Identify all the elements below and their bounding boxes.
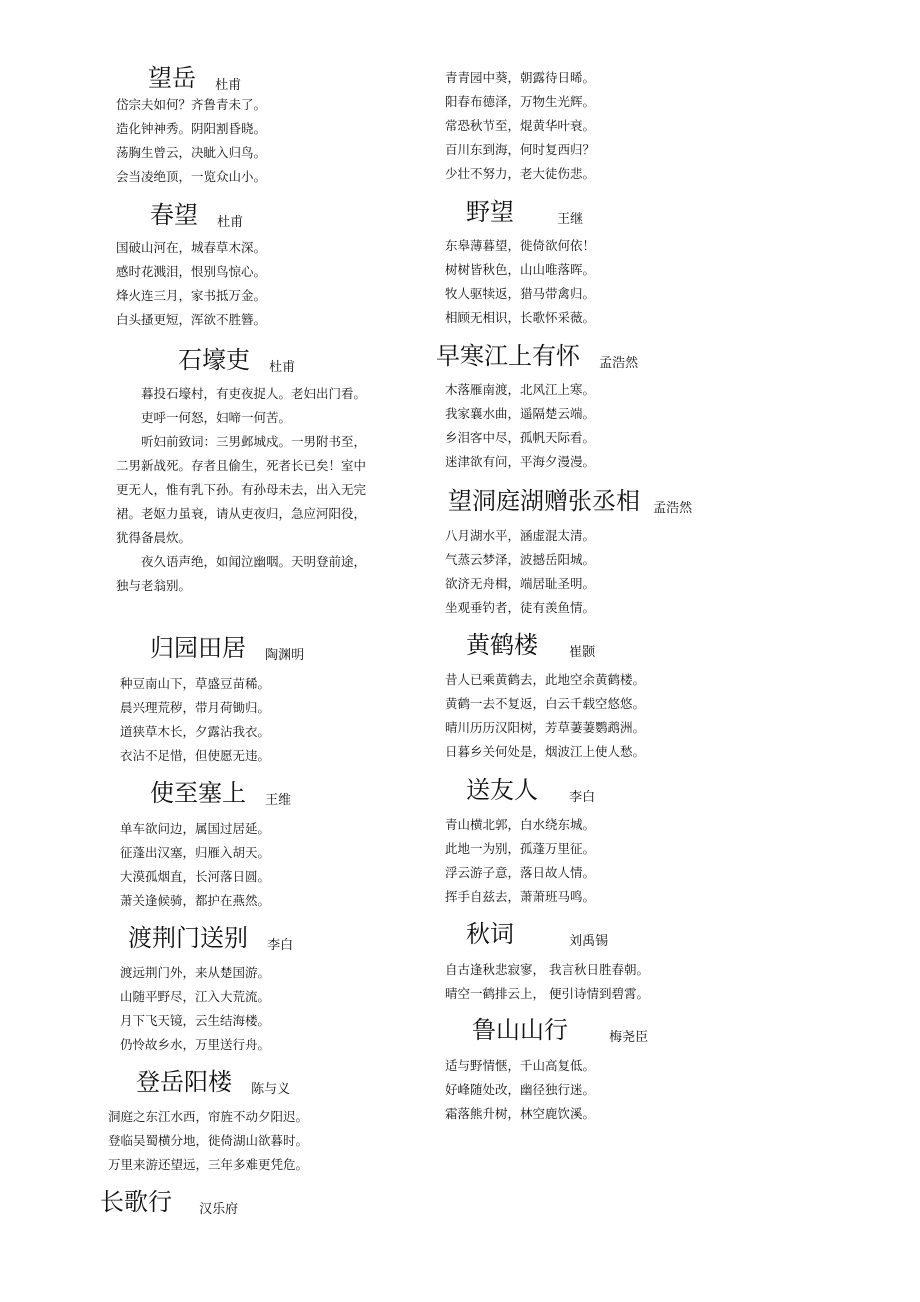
poem-author: 王继 <box>557 212 584 227</box>
poem-line: 月下飞天镜，云生结海楼。 <box>120 1013 271 1028</box>
poem-paragraphs <box>116 382 376 598</box>
poem-line: 道狭草木长，夕露沾我衣。 <box>120 724 271 739</box>
poem-line: 荡胸生曾云，决眦入归鸟。 <box>116 145 267 160</box>
poem-title: 早寒江上有怀 <box>436 342 580 370</box>
poem-lines <box>445 66 595 186</box>
poem-author: 崔颢 <box>569 645 596 660</box>
poem-line: 乡泪客中尽，孤帆天际看。 <box>445 430 596 445</box>
poem-line: 仍怜故乡水，万里送行舟。 <box>120 1037 271 1052</box>
poem-line: 牧人驱犊返，猎马带禽归。 <box>445 286 596 301</box>
poem-line: 造化钟神秀。阴阳割昏晓。 <box>116 121 267 136</box>
poem-title: 归园田居 <box>150 634 246 662</box>
poem-author: 李白 <box>569 790 596 805</box>
poem-line: 登临吴蜀横分地，徙倚湖山欲暮时。 <box>108 1133 309 1148</box>
poem-lines <box>116 93 266 189</box>
poem-line: 国破山河在，城春草木深。 <box>116 240 267 255</box>
poem-paragraph: 暮投石壕村，有吏夜捉人。老妇出门看。 <box>141 386 367 401</box>
poem-author: 孟浩然 <box>599 356 639 371</box>
poem-line: 昔人已乘黄鹤去，此地空余黄鹤楼。 <box>445 672 646 687</box>
poem-lines <box>445 234 595 330</box>
poem-line: 单车欲问边，属国过居延。 <box>120 821 271 836</box>
poem-line: 霜落熊升树，林空鹿饮溪。 <box>445 1106 596 1121</box>
poem-title-row <box>150 775 291 811</box>
poem-title-row <box>466 916 608 952</box>
poem-line: 山随平野尽，江入大荒流。 <box>120 989 271 1004</box>
poem-line: 岱宗夫如何？齐鲁青未了。 <box>116 97 267 112</box>
poem-line: 欲济无舟楫，端居耻圣明。 <box>445 576 596 591</box>
poem-title-row <box>466 627 595 663</box>
poem-title: 野望 <box>466 198 514 226</box>
poem-title-row <box>436 338 638 374</box>
poem-lines <box>120 961 270 1057</box>
poem-author: 杜甫 <box>217 215 244 230</box>
poem-line: 适与野情惬，千山高复低。 <box>445 1058 596 1073</box>
poem-line: 万里来游还望远，三年多难更凭危。 <box>108 1157 309 1172</box>
poem-title: 长歌行 <box>100 1188 172 1216</box>
poem-line: 萧关逢候骑，都护在燕然。 <box>120 893 271 908</box>
poem-title: 鲁山山行 <box>472 1016 568 1044</box>
poem-title: 石壕吏 <box>178 346 250 374</box>
poem-line: 感时花溅泪，恨别鸟惊心。 <box>116 264 267 279</box>
poem-title: 黄鹤楼 <box>466 631 538 659</box>
poem-title-row <box>128 920 293 956</box>
poem-line: 八月湖水平，涵虚混太清。 <box>445 528 596 543</box>
poem-paragraph: 吏呼一何怒，妇啼一何苦。 <box>141 410 292 425</box>
poem-lines <box>445 378 595 474</box>
poem-title-row <box>178 342 295 378</box>
poem-line: 相顾无相识，长歌怀采薇。 <box>445 310 596 325</box>
poem-lines <box>108 1105 308 1177</box>
poem-line: 洞庭之东江水西，帘旌不动夕阳迟。 <box>108 1109 309 1124</box>
poem-title: 登岳阳楼 <box>136 1068 232 1096</box>
poem-author: 刘禹锡 <box>569 934 609 949</box>
poem-author: 王维 <box>265 793 292 808</box>
poem-line: 大漠孤烟直，长河落日圆。 <box>120 869 271 884</box>
poem-line: 浮云游子意，落日故人情。 <box>445 865 596 880</box>
poem-line: 此地一为别，孤蓬万里征。 <box>445 841 596 856</box>
poem-title: 望岳 <box>148 64 196 92</box>
poem-paragraph: 听妇前致词：三男邺城戍。一男附书至，二男新战死。存者且偷生，死者长已矣！室中更无人，惟有乳下孙。有孙母未去，出入无完裙。老妪力虽衰，请从吏夜归，急应河阳役，犹得备晨炊。 <box>116 434 367 545</box>
poem-title: 春望 <box>150 201 198 229</box>
poem-lines <box>120 817 270 913</box>
poem-line: 东皋薄暮望，徙倚欲何依！ <box>445 238 596 253</box>
poem-line: 自古逢秋悲寂寥， 我言秋日胜春朝。 <box>445 962 649 977</box>
poem-title-row <box>466 194 583 230</box>
poem-line: 黄鹤一去不复返，白云千载空悠悠。 <box>445 696 646 711</box>
poem-lines <box>445 524 595 620</box>
poem-line: 青青园中葵，朝露待日晞。 <box>445 70 596 85</box>
poem-author: 陶渊明 <box>265 648 305 663</box>
poem-author: 李白 <box>267 938 294 953</box>
poem-author: 陈与义 <box>251 1082 291 1097</box>
poem-line: 我家襄水曲，遥隔楚云端。 <box>445 406 596 421</box>
poem-line: 衣沾不足惜，但使愿无违。 <box>120 748 271 763</box>
poem-line: 日暮乡关何处是，烟波江上使人愁。 <box>445 744 646 759</box>
poem-title-row <box>466 772 595 808</box>
poem-title-row <box>100 1184 238 1220</box>
poem-title: 渡荆门送别 <box>128 924 248 952</box>
poem-line: 好峰随处改，幽径独行迷。 <box>445 1082 596 1097</box>
poem-line: 阳春布德泽，万物生光辉。 <box>445 94 596 109</box>
poem-title-row <box>148 60 241 96</box>
poem-title-row <box>472 1012 648 1048</box>
poem-line: 晴空一鹤排云上， 便引诗情到碧霄。 <box>445 986 649 1001</box>
poem-title-row <box>150 197 243 233</box>
poem-line: 征蓬出汉塞，归雁入胡天。 <box>120 845 271 860</box>
poem-author: 汉乐府 <box>199 1202 239 1217</box>
poem-title-row <box>136 1064 290 1100</box>
poem-line: 迷津欲有问，平海夕漫漫。 <box>445 454 596 469</box>
poem-line: 青山横北郭，白水绕东城。 <box>445 817 596 832</box>
poem-line: 渡远荆门外，来从楚国游。 <box>120 965 271 980</box>
poem-paragraph: 夜久语声绝，如闻泣幽咽。天明登前途，独与老翁别。 <box>116 554 367 593</box>
poem-title: 使至塞上 <box>150 779 246 807</box>
poem-author: 杜甫 <box>269 360 296 375</box>
poem-author: 杜甫 <box>215 78 242 93</box>
poem-line: 坐观垂钓者，徒有羡鱼情。 <box>445 600 596 615</box>
poem-line: 常恐秋节至，焜黄华叶衰。 <box>445 118 596 133</box>
poem-title-row <box>150 630 304 666</box>
poem-line: 会当凌绝顶，一览众山小。 <box>116 169 267 184</box>
poem-title: 秋词 <box>466 920 514 948</box>
poem-lines <box>116 236 266 332</box>
poem-lines <box>445 958 649 1006</box>
poem-line: 白头搔更短，浑欲不胜簪。 <box>116 312 267 327</box>
poem-author: 梅尧臣 <box>609 1030 649 1045</box>
poem-line: 晨兴理荒秽，带月荷锄归。 <box>120 700 271 715</box>
poem-line: 烽火连三月，家书抵万金。 <box>116 288 267 303</box>
poem-lines <box>120 672 270 768</box>
poem-author: 孟浩然 <box>653 501 693 516</box>
poem-title-row <box>448 483 692 519</box>
poem-line: 挥手自兹去，萧萧班马鸣。 <box>445 889 596 904</box>
poem-line: 百川东到海，何时复西归？ <box>445 142 596 157</box>
poem-lines <box>445 813 595 909</box>
poem-line: 木落雁南渡，北风江上寒。 <box>445 382 596 397</box>
poem-lines <box>445 668 645 764</box>
poem-line: 种豆南山下，草盛豆苗稀。 <box>120 676 271 691</box>
poem-line: 晴川历历汉阳树，芳草萋萋鹦鹉洲。 <box>445 720 646 735</box>
poem-title: 望洞庭湖赠张丞相 <box>448 487 640 515</box>
poem-line: 气蒸云梦泽，波撼岳阳城。 <box>445 552 596 567</box>
poem-title: 送友人 <box>466 776 538 804</box>
poem-line: 树树皆秋色，山山唯落晖。 <box>445 262 596 277</box>
poem-line: 少壮不努力，老大徒伤悲。 <box>445 166 596 181</box>
poem-lines <box>445 1054 595 1126</box>
